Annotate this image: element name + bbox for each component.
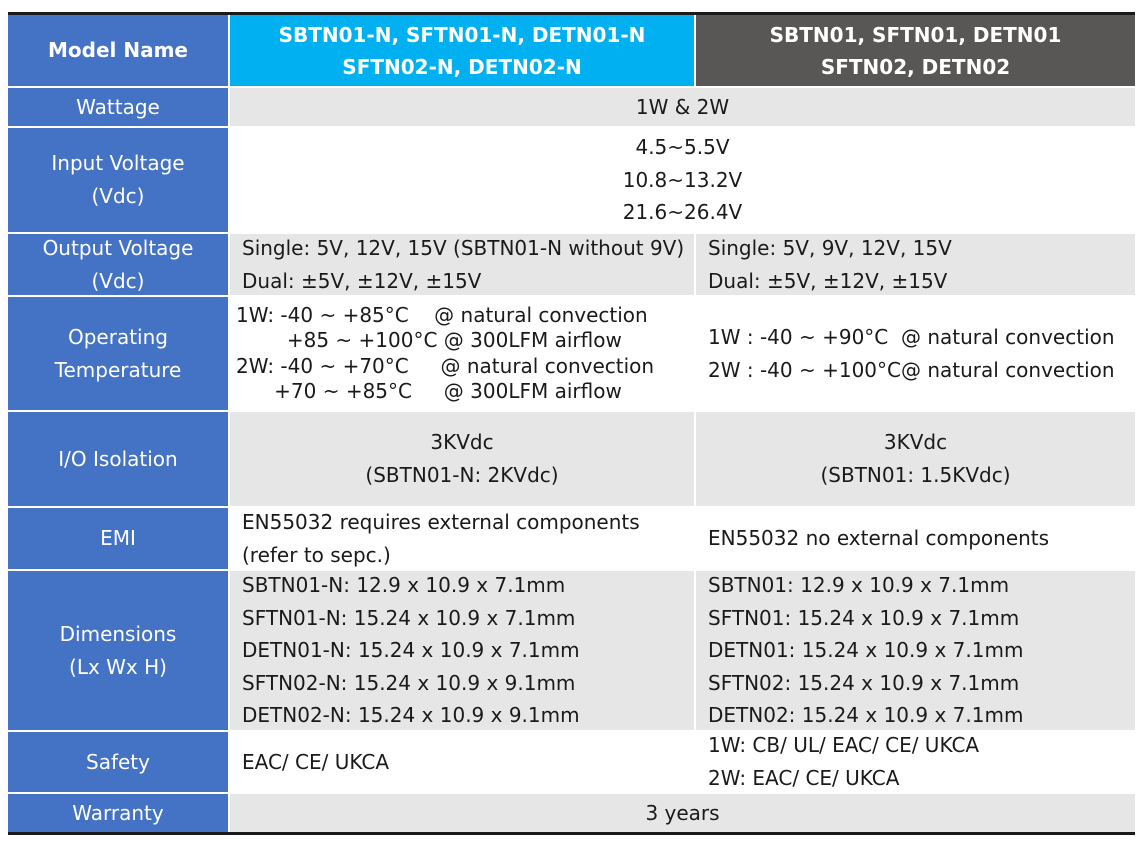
dimensions-col2: [696, 571, 1135, 730]
temperature-line: +85 ~ +100°C @ 300LFM airflow: [236, 328, 622, 352]
label-operating-temperature: [8, 297, 230, 410]
safety-line: 2W: EAC/ CE/ UKCA: [708, 766, 900, 790]
dimension-line: SFTN01-N: 15.24 x 10.9 x 7.1mm: [242, 605, 576, 630]
isolation-line: (SBTN01-N: 2KVdc): [365, 463, 559, 487]
dimension-line: DETN01-N: 15.24 x 10.9 x 7.1mm: [242, 638, 580, 663]
header-row: [8, 15, 1135, 88]
row-warranty: [8, 794, 1135, 832]
label-line: Operating: [67, 324, 168, 349]
header-col1-line: SBTN01-N, SFTN01-N, DETN01-N: [278, 22, 646, 47]
row-io-isolation: [8, 412, 1135, 508]
temperature-line: 1W : -40 ~ +90°C @ natural convection: [708, 324, 1115, 349]
row-emi: [8, 508, 1135, 571]
label-line: (Vdc): [91, 268, 145, 293]
dimension-line: SFTN02-N: 15.24 x 10.9 x 9.1mm: [242, 670, 576, 695]
input-voltage-line: 21.6~26.4V: [622, 200, 743, 225]
isolation-line: 3KVdc: [430, 430, 494, 455]
input-voltage-line: 4.5~5.5V: [635, 135, 730, 160]
dimensions-col1: [230, 571, 696, 730]
row-dimensions: [8, 571, 1135, 732]
safety-col2: [696, 732, 1135, 792]
label-line: Input Voltage: [51, 151, 185, 175]
temperature-line: 2W: -40 ~ +70°C @ natural convection: [236, 353, 655, 378]
label-wattage: Wattage: [8, 88, 230, 126]
output-voltage-col1: [230, 234, 696, 295]
emi-col2: [696, 508, 1135, 569]
operating-temperature-col1: [230, 297, 696, 410]
isolation-line: (SBTN01: 1.5KVdc): [820, 463, 1011, 487]
io-isolation-col1: [230, 412, 696, 506]
label-line: Temperature: [54, 357, 182, 382]
row-operating-temperature: [8, 297, 1135, 412]
output-voltage-line: Single: 5V, 12V, 15V (SBTN01-N without 9V): [242, 235, 685, 260]
dimension-line: DETN01: 15.24 x 10.9 x 7.1mm: [708, 638, 1024, 663]
row-safety: [8, 732, 1135, 794]
operating-temperature-col2: [696, 297, 1135, 410]
label-line: (Vdc): [91, 184, 145, 208]
header-col2-line: SFTN02, DETN02: [820, 54, 1011, 79]
label-line: (Lx Wx H): [69, 654, 167, 679]
label-emi: EMI: [8, 508, 230, 569]
temperature-line: 2W : -40 ~ +100°C@ natural convection: [708, 357, 1115, 382]
value-warranty: [230, 794, 1135, 832]
dimension-line: DETN02-N: 15.24 x 10.9 x 9.1mm: [242, 703, 580, 728]
emi-col1: [230, 508, 696, 569]
header-col1-line: SFTN02-N, DETN02-N: [342, 54, 582, 79]
safety-line: EAC/ CE/ UKCA: [242, 749, 390, 774]
output-voltage-line: Dual: ±5V, ±12V, ±15V: [242, 268, 482, 293]
emi-line: EN55032 no external components: [708, 526, 1050, 551]
safety-line: 1W: CB/ UL/ EAC/ CE/ UKCA: [708, 733, 980, 758]
output-voltage-line: Dual: ±5V, ±12V, ±15V: [708, 268, 948, 293]
io-isolation-col2: [696, 412, 1135, 506]
row-wattage: [8, 88, 1135, 128]
label-dimensions: [8, 571, 230, 730]
dimension-line: SBTN01: 12.9 x 10.9 x 7.1mm: [708, 573, 1010, 598]
dimension-line: SFTN01: 15.24 x 10.9 x 7.1mm: [708, 605, 1020, 630]
temperature-line: +70 ~ +85°C @ 300LFM airflow: [236, 379, 622, 403]
spec-table: [8, 12, 1135, 835]
label-warranty: Warranty: [8, 794, 230, 832]
label-line: Output Voltage: [42, 235, 194, 260]
header-label: Model Name: [8, 15, 230, 86]
header-col2-line: SBTN01, SFTN01, DETN01: [769, 22, 1062, 47]
value-input-voltage: [230, 128, 1135, 232]
dimension-line: SFTN02: 15.24 x 10.9 x 7.1mm: [708, 670, 1020, 695]
output-voltage-col2: [696, 234, 1135, 295]
label-output-voltage: [8, 234, 230, 295]
header-col2: [696, 15, 1135, 86]
emi-line: EN55032 requires external components: [242, 509, 640, 534]
safety-col1: [230, 732, 696, 792]
dimension-line: SBTN01-N: 12.9 x 10.9 x 7.1mm: [242, 573, 566, 598]
temperature-line: 1W: -40 ~ +85°C @ natural convection: [236, 302, 648, 327]
output-voltage-line: Single: 5V, 9V, 12V, 15V: [708, 235, 952, 260]
label-safety: Safety: [8, 732, 230, 792]
label-input-voltage: [8, 128, 230, 232]
value-wattage: [230, 88, 1135, 126]
isolation-line: 3KVdc: [883, 430, 948, 455]
header-col1: [230, 15, 696, 86]
input-voltage-line: 10.8~13.2V: [622, 167, 743, 192]
label-line: Dimensions: [59, 621, 177, 646]
row-input-voltage: [8, 128, 1135, 234]
warranty-text: 3 years: [645, 800, 720, 825]
wattage-text: 1W & 2W: [635, 94, 730, 119]
dimension-line: DETN02: 15.24 x 10.9 x 7.1mm: [708, 703, 1024, 728]
label-io-isolation: I/O Isolation: [8, 412, 230, 506]
emi-line: (refer to sepc.): [242, 542, 391, 567]
row-output-voltage: [8, 234, 1135, 297]
